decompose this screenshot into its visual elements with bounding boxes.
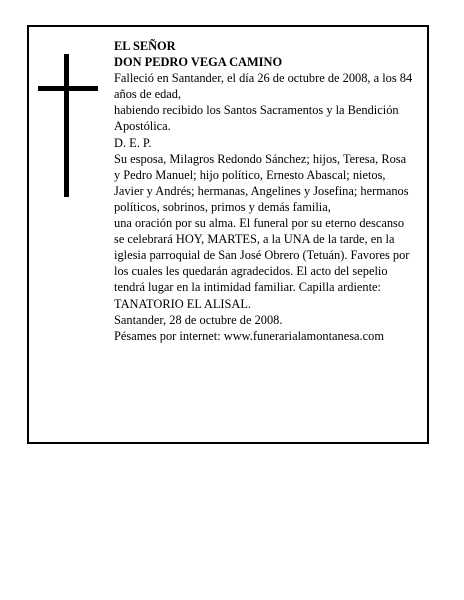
deceased-name: DON PEDRO VEGA CAMINO: [114, 55, 283, 70]
funeral-info: una oración por su alma. El funeral por su eterno descanso se celebrará HOY, MARTES, a la UNA de la tarde, en la iglesia parroquial de San José Obrero (Tetuán). Favores por los cuales les quedarán agradecidos. El acto del sepelio tendrá lugar en la intimidad familiar. Capilla ardiente: TANATORIO EL ALISAL.: [114, 216, 410, 311]
place-date: Santander, 28 de octubre de 2008.: [114, 312, 283, 327]
family-list: Su esposa, Milagros Redondo Sánchez; hijos, Teresa, Rosa y Pedro Manuel; hijo político, Ernesto Abascal; nietos, Javier y Andrés; hermanas, Angelines y Josefina; hermanos políticos, sobrinos, primos y demás familia,: [114, 151, 409, 214]
death-info: Falleció en Santander, el día 26 de octubre de 2008, a los 84 años de edad,: [114, 71, 413, 102]
notice-title: EL SEÑOR: [114, 39, 176, 53]
condolences-text: Pésames por internet: www.funerarialamontanesa.com: [114, 328, 384, 343]
obituary-text: [114, 38, 414, 344]
cross-icon-bar: [38, 86, 98, 91]
dep-text: D. E. P.: [114, 135, 152, 150]
sacraments-text: habiendo recibido los Santos Sacramentos y la Bendición Apostólica.: [114, 103, 399, 134]
cross-icon: [64, 54, 69, 197]
